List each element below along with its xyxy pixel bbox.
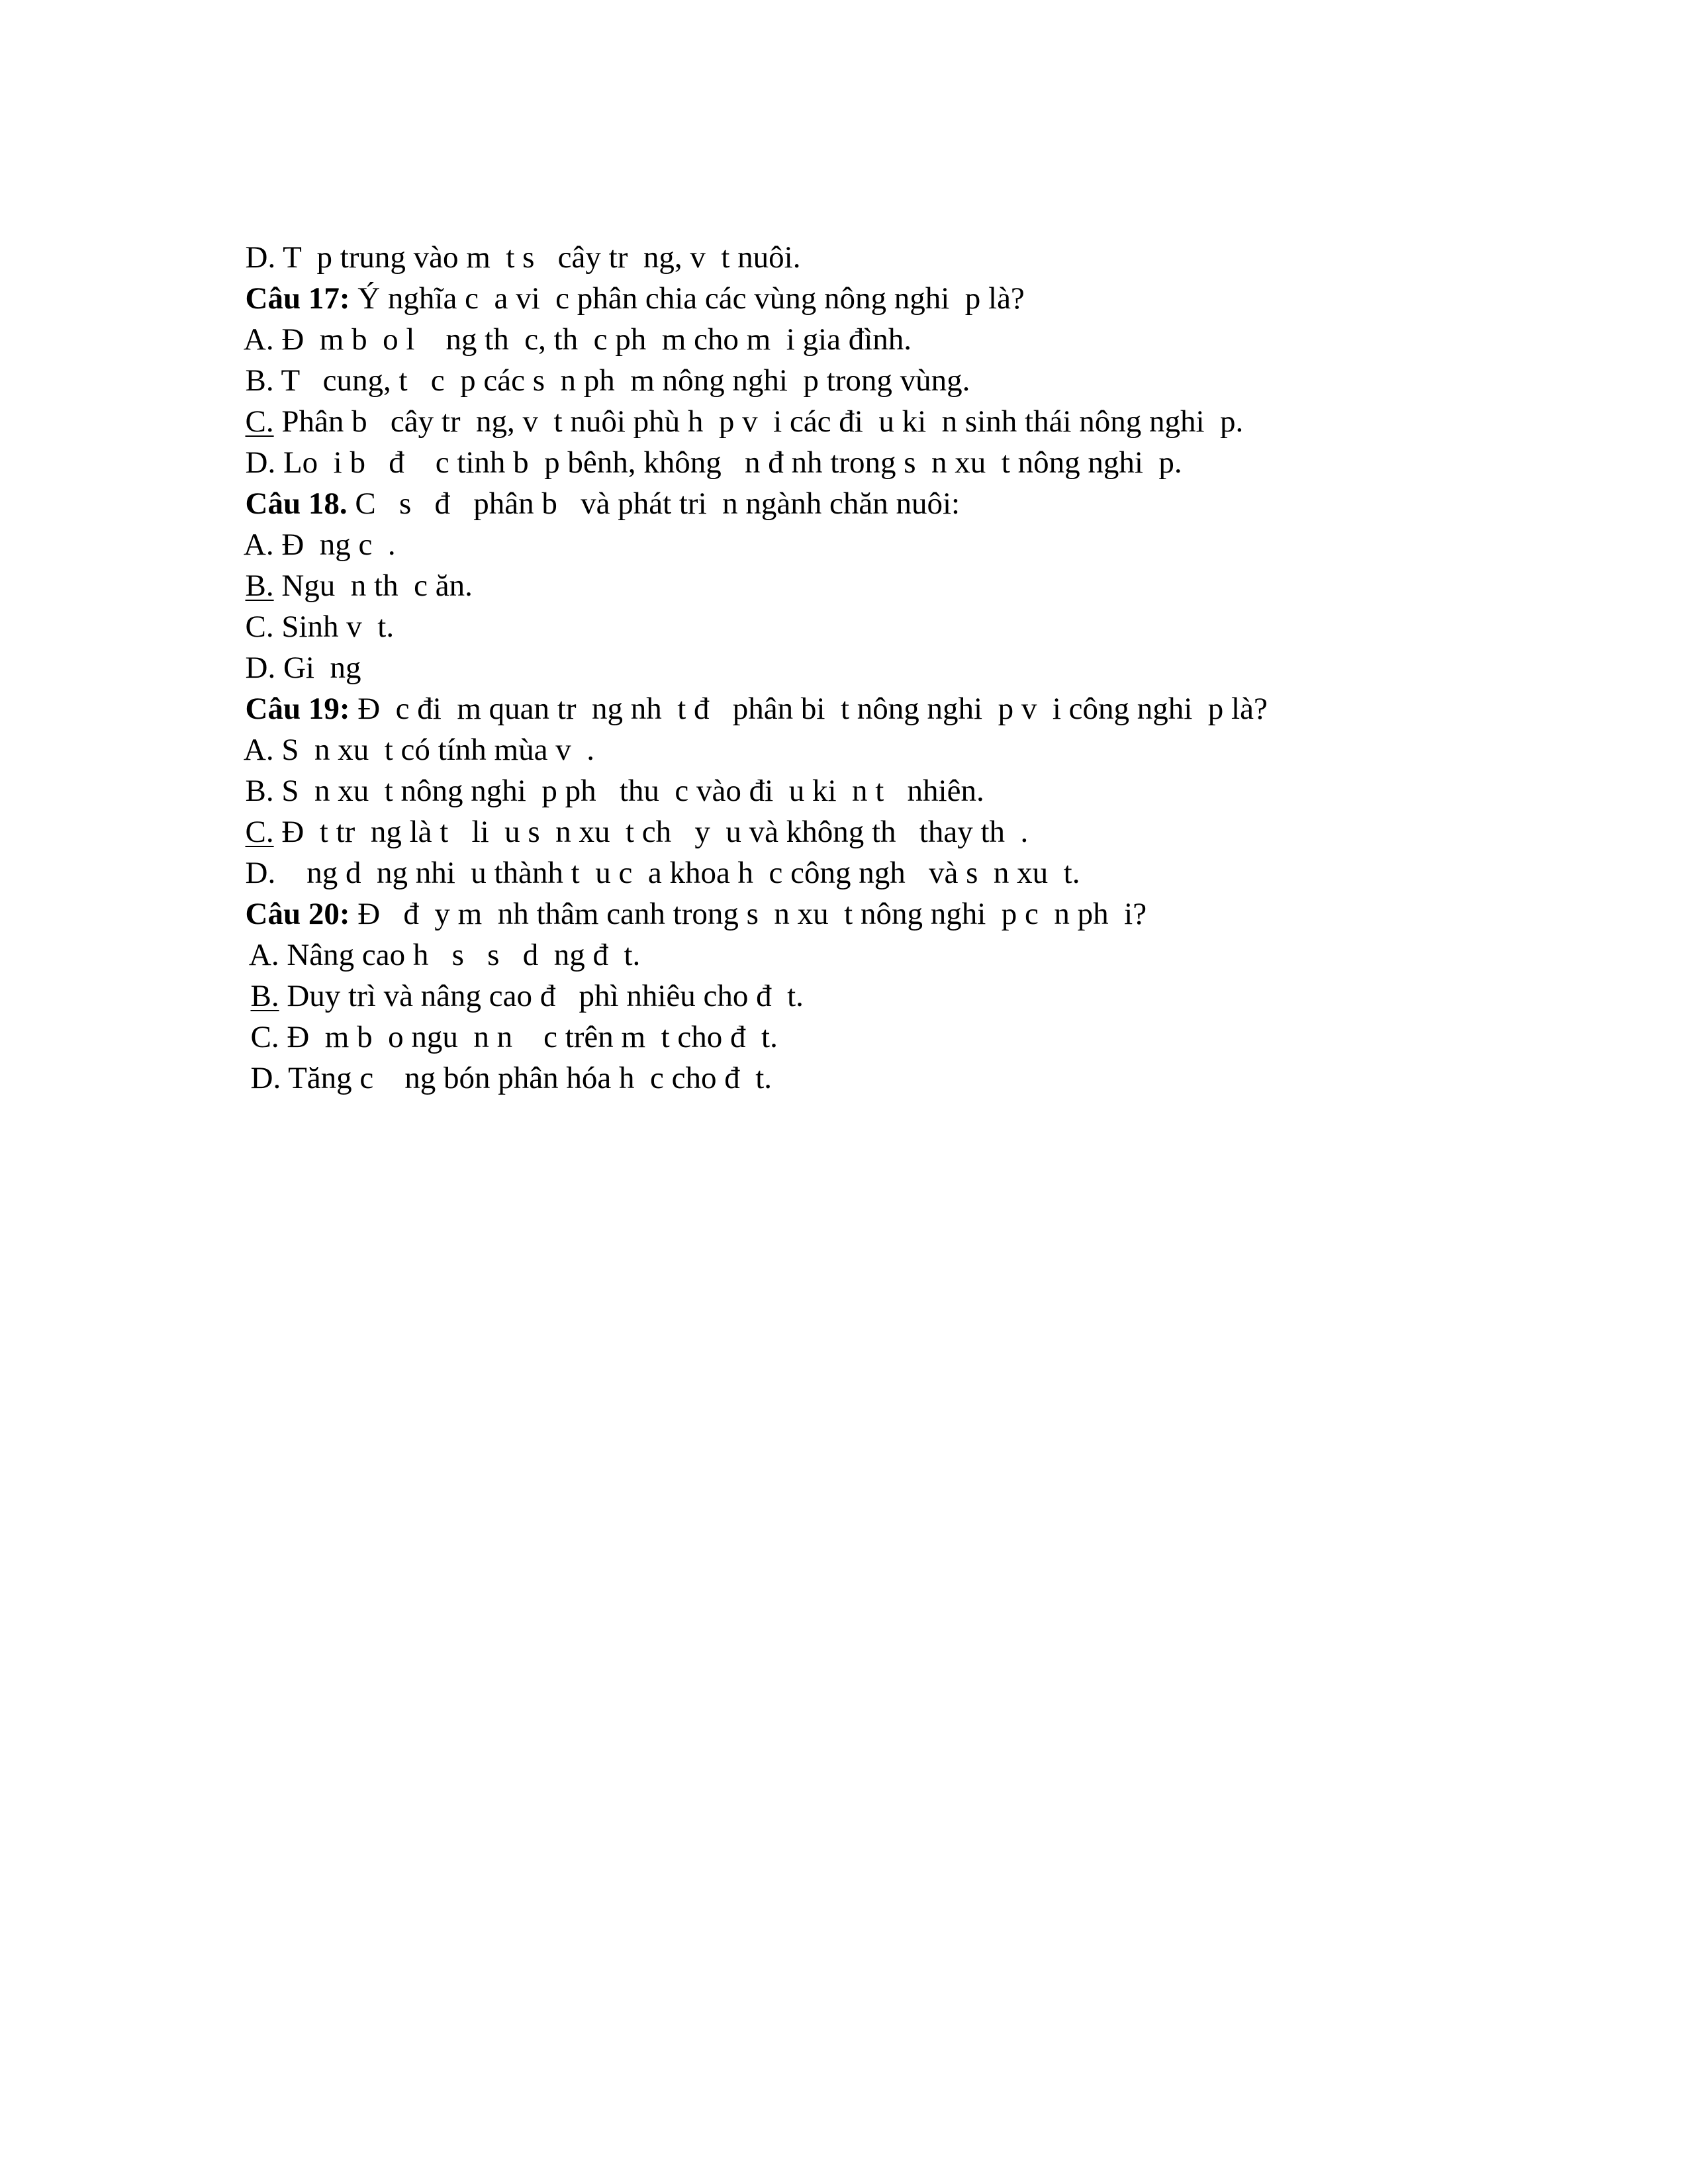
answer-text: A. Đ ng c . xyxy=(243,527,396,562)
answer-text: D. ng d ng nhi u thành t u c a khoa h c công ngh và s n xu t. xyxy=(245,856,1080,890)
answer-text: Duy trì và nâng cao đ phì nhiêu cho đ t. xyxy=(279,979,804,1013)
correct-answer-marker: B. xyxy=(245,569,274,603)
answer-line-18-b xyxy=(199,524,1523,603)
answer-text: D. Tăng c ng bón phân hóa h c cho đ t. xyxy=(250,1061,773,1095)
question-text: Đ đ y m nh thâm canh trong s n xu t nông nghi p c n ph i? xyxy=(350,897,1147,931)
correct-answer-marker: C. xyxy=(245,404,274,439)
answer-text: A. Nâng cao h s s d ng đ t. xyxy=(248,938,641,972)
question-label: Câu 17: xyxy=(245,281,350,316)
answer-text: B. S n xu t nông nghi p ph thu c vào đi u ki n t nhiên. xyxy=(245,774,984,808)
correct-answer-marker: C. xyxy=(245,815,274,849)
answer-line-18-d xyxy=(199,606,1523,685)
question-label: Câu 20: xyxy=(245,897,350,931)
correct-answer-marker: B. xyxy=(250,979,279,1013)
answer-text: A. Đ m b o l ng th c, th c ph m cho m i gia đình. xyxy=(243,322,912,357)
answer-text: C. Đ m b o ngu n n c trên m t cho đ t. xyxy=(250,1020,778,1054)
question-list xyxy=(199,196,1523,1095)
answer-text: B. T cung, t c p các s n ph m nông nghi p trong vùng. xyxy=(245,363,970,398)
question-text: Đ c đi m quan tr ng nh t đ phân bi t nông nghi p v i công nghi p là? xyxy=(350,692,1268,726)
question-19 xyxy=(199,647,1523,726)
answer-text: Phân b cây tr ng, v t nuôi phù h p v i các đi u ki n sinh thái nông nghi p. xyxy=(273,404,1244,439)
question-text: Ý nghĩa c a vi c phân chia các vùng nông nghi p là? xyxy=(350,281,1025,316)
question-label: Câu 19: xyxy=(245,692,350,726)
question-text: C s đ phân b và phát tri n ngành chăn nuôi: xyxy=(347,486,961,521)
answer-text: D. Gi ng xyxy=(245,651,361,685)
answer-text: Đ t tr ng là t li u s n xu t ch y u và không th thay th . xyxy=(273,815,1029,849)
answer-text: D. Lo i b đ c tinh b p bênh, không n đ nh trong s n xu t nông nghi p. xyxy=(245,445,1182,480)
answer-line-16-d xyxy=(199,196,1523,275)
answer-text: D. T p trung vào m t s cây tr ng, v t nuôi. xyxy=(245,240,801,275)
answer-text: A. S n xu t có tính mùa v . xyxy=(243,733,594,767)
answer-text: C. Sinh v t. xyxy=(245,610,395,644)
question-label: Câu 18. xyxy=(245,486,348,521)
answer-text: Ngu n th c ăn. xyxy=(273,569,473,603)
